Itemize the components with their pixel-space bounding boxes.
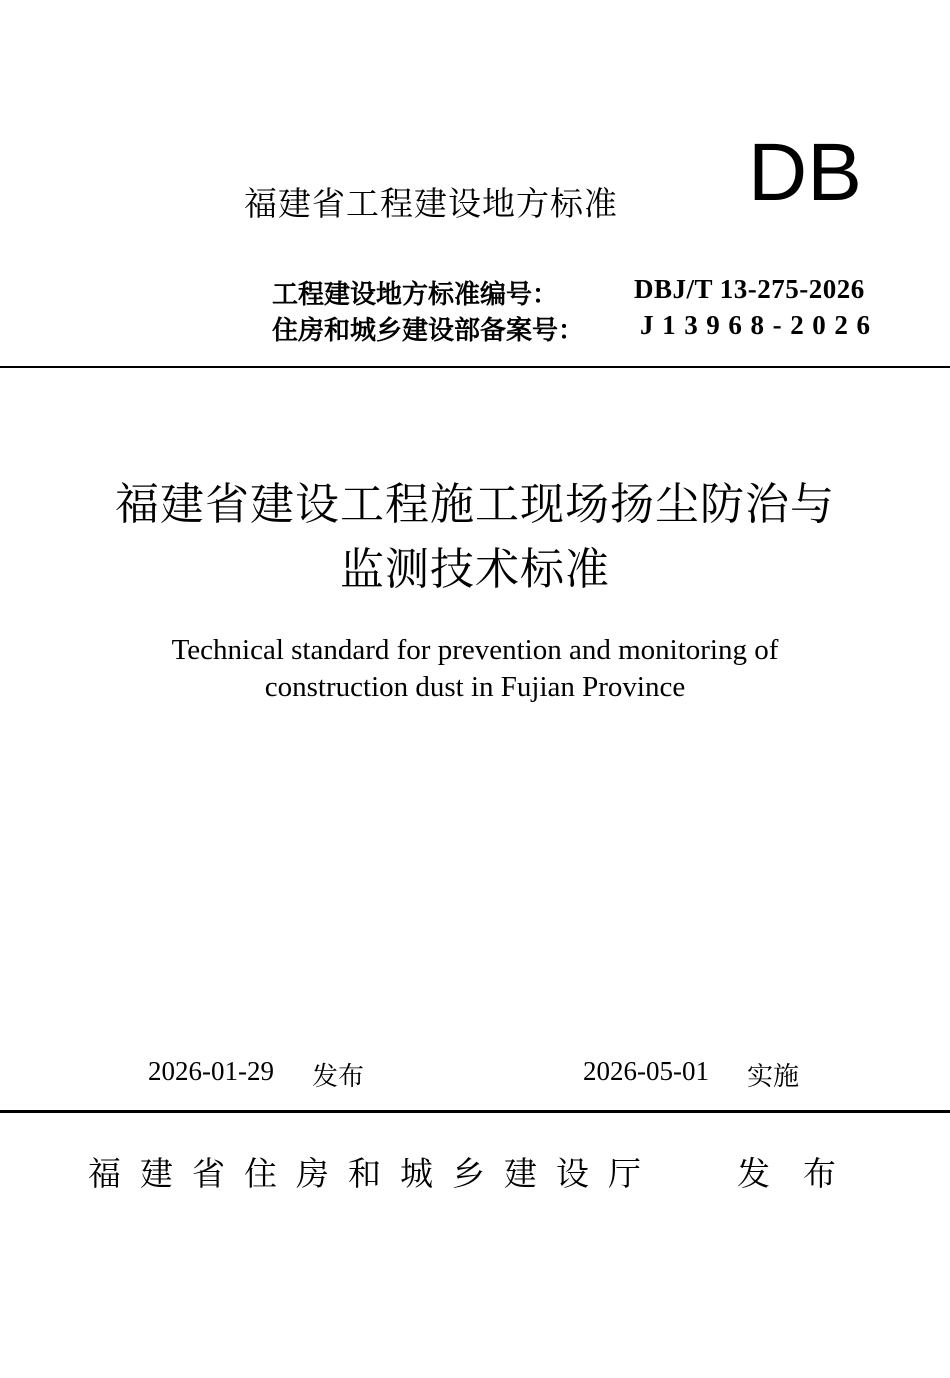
bottom-divider bbox=[0, 1110, 950, 1113]
standard-category: 福建省工程建设地方标准 bbox=[244, 184, 618, 223]
standard-number: DBJ/T 13-275-2026 bbox=[634, 274, 865, 304]
standard-number-label: 工程建设地方标准编号： bbox=[272, 280, 559, 310]
record-number: J13968-2026 bbox=[640, 310, 879, 340]
title-cn-line-1: 福建省建设工程施工现场扬尘防治与 bbox=[115, 479, 835, 530]
publish-word: 发布 bbox=[737, 1154, 869, 1193]
db-mark: DB bbox=[748, 127, 862, 218]
top-divider bbox=[0, 366, 950, 368]
issue-word: 发布 bbox=[312, 1062, 365, 1092]
issue-date: 2026-01-29 bbox=[148, 1056, 274, 1086]
title-cn-line-2: 监测技术标准 bbox=[340, 544, 610, 595]
effective-date: 2026-05-01 bbox=[583, 1056, 709, 1086]
publisher: 福建省住房和城乡建设厅 bbox=[88, 1154, 660, 1193]
effective-word: 实施 bbox=[747, 1062, 800, 1092]
title-en-line-2: construction dust in Fujian Province bbox=[264, 671, 686, 703]
record-number-label: 住房和城乡建设部备案号： bbox=[272, 316, 585, 346]
title-en-line-1: Technical standard for prevention and monitoring of bbox=[171, 634, 779, 666]
